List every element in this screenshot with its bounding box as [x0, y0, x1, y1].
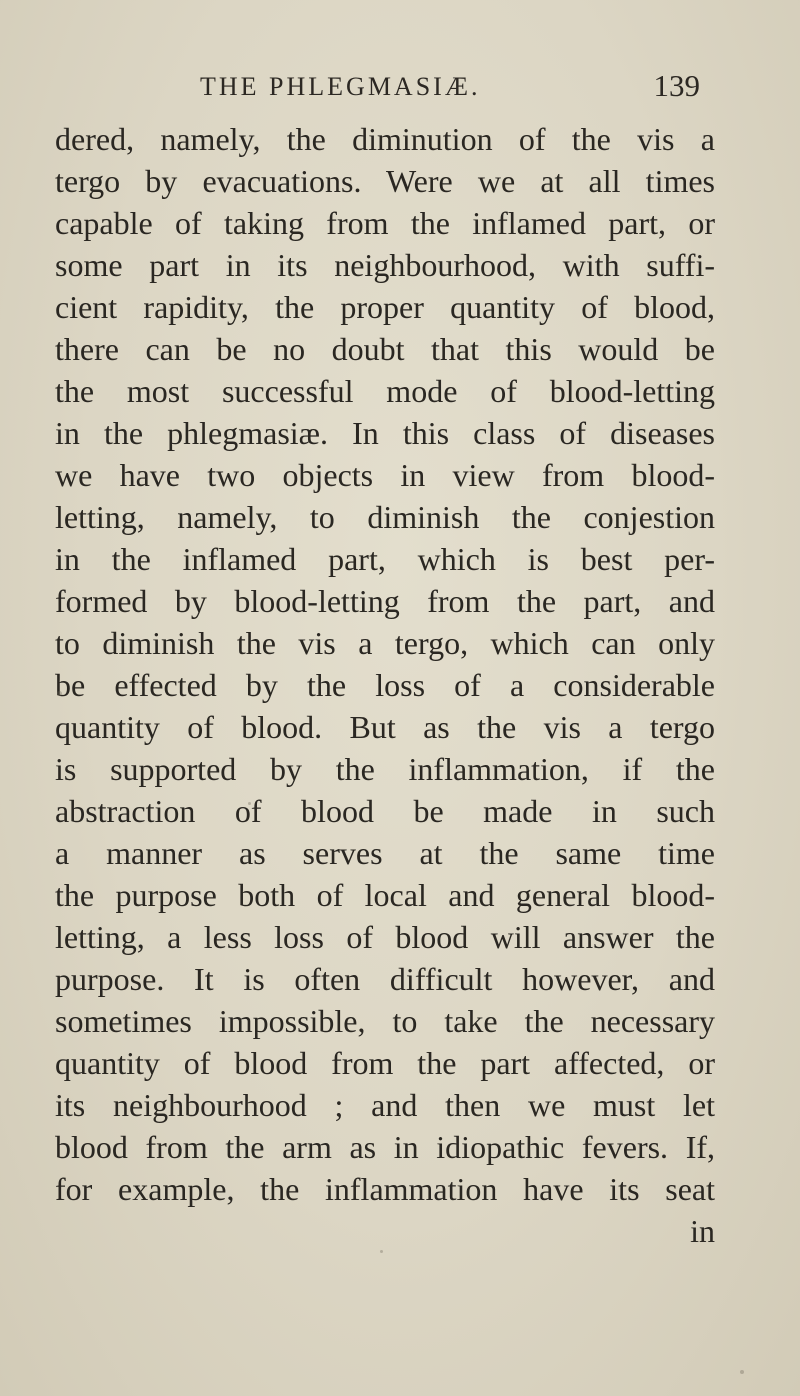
text-line: we have two objects in view from blood- [55, 457, 715, 493]
text-line: a manner as serves at the same time [55, 835, 715, 871]
page-number: 139 [653, 68, 700, 103]
text-line: blood from the arm as in idiopathic fevers. If, [55, 1129, 715, 1165]
text-line: is supported by the inflammation, if the [55, 751, 715, 787]
text-line: in the inflamed part, which is best per- [55, 541, 715, 577]
text-line: abstraction of blood be made in such [55, 793, 715, 829]
text-line: sometimes impossible, to take the necessary [55, 1003, 715, 1039]
paper-speck [740, 1370, 744, 1374]
text-line: letting, namely, to diminish the conjestion [55, 499, 715, 535]
text-line: quantity of blood. But as the vis a tergo [55, 709, 715, 745]
running-title: THE PHLEGMASIÆ. [200, 72, 481, 101]
paper-speck [248, 802, 251, 805]
text-line: tergo by evacuations. Were we at all times [55, 163, 715, 199]
text-line: purpose. It is often difficult however, and [55, 961, 715, 997]
text-line: formed by blood-letting from the part, and [55, 583, 715, 619]
text-line: the most successful mode of blood-letting [55, 373, 715, 409]
text-line: letting, a less loss of blood will answer the [55, 919, 715, 955]
page-header [200, 68, 700, 112]
text-line: for example, the inflammation have its seat [55, 1171, 715, 1207]
text-line: there can be no doubt that this would be [55, 331, 715, 367]
paper-speck [57, 691, 62, 696]
text-line: some part in its neighbourhood, with suffi- [55, 247, 715, 283]
text-line: capable of taking from the inflamed part, or [55, 205, 715, 241]
text-line: the purpose both of local and general blood- [55, 877, 715, 913]
text-line: cient rapidity, the proper quantity of blood, [55, 289, 715, 325]
catchword: in [690, 1213, 715, 1249]
paper-speck [380, 1250, 383, 1253]
text-line: in the phlegmasiæ. In this class of diseases [55, 415, 715, 451]
text-line: be effected by the loss of a considerable [55, 667, 715, 703]
text-line: its neighbourhood ; and then we must let [55, 1087, 715, 1123]
text-line: quantity of blood from the part affected, or [55, 1045, 715, 1081]
text-line: to diminish the vis a tergo, which can only [55, 625, 715, 661]
text-line: dered, namely, the diminution of the vis a [55, 121, 715, 157]
